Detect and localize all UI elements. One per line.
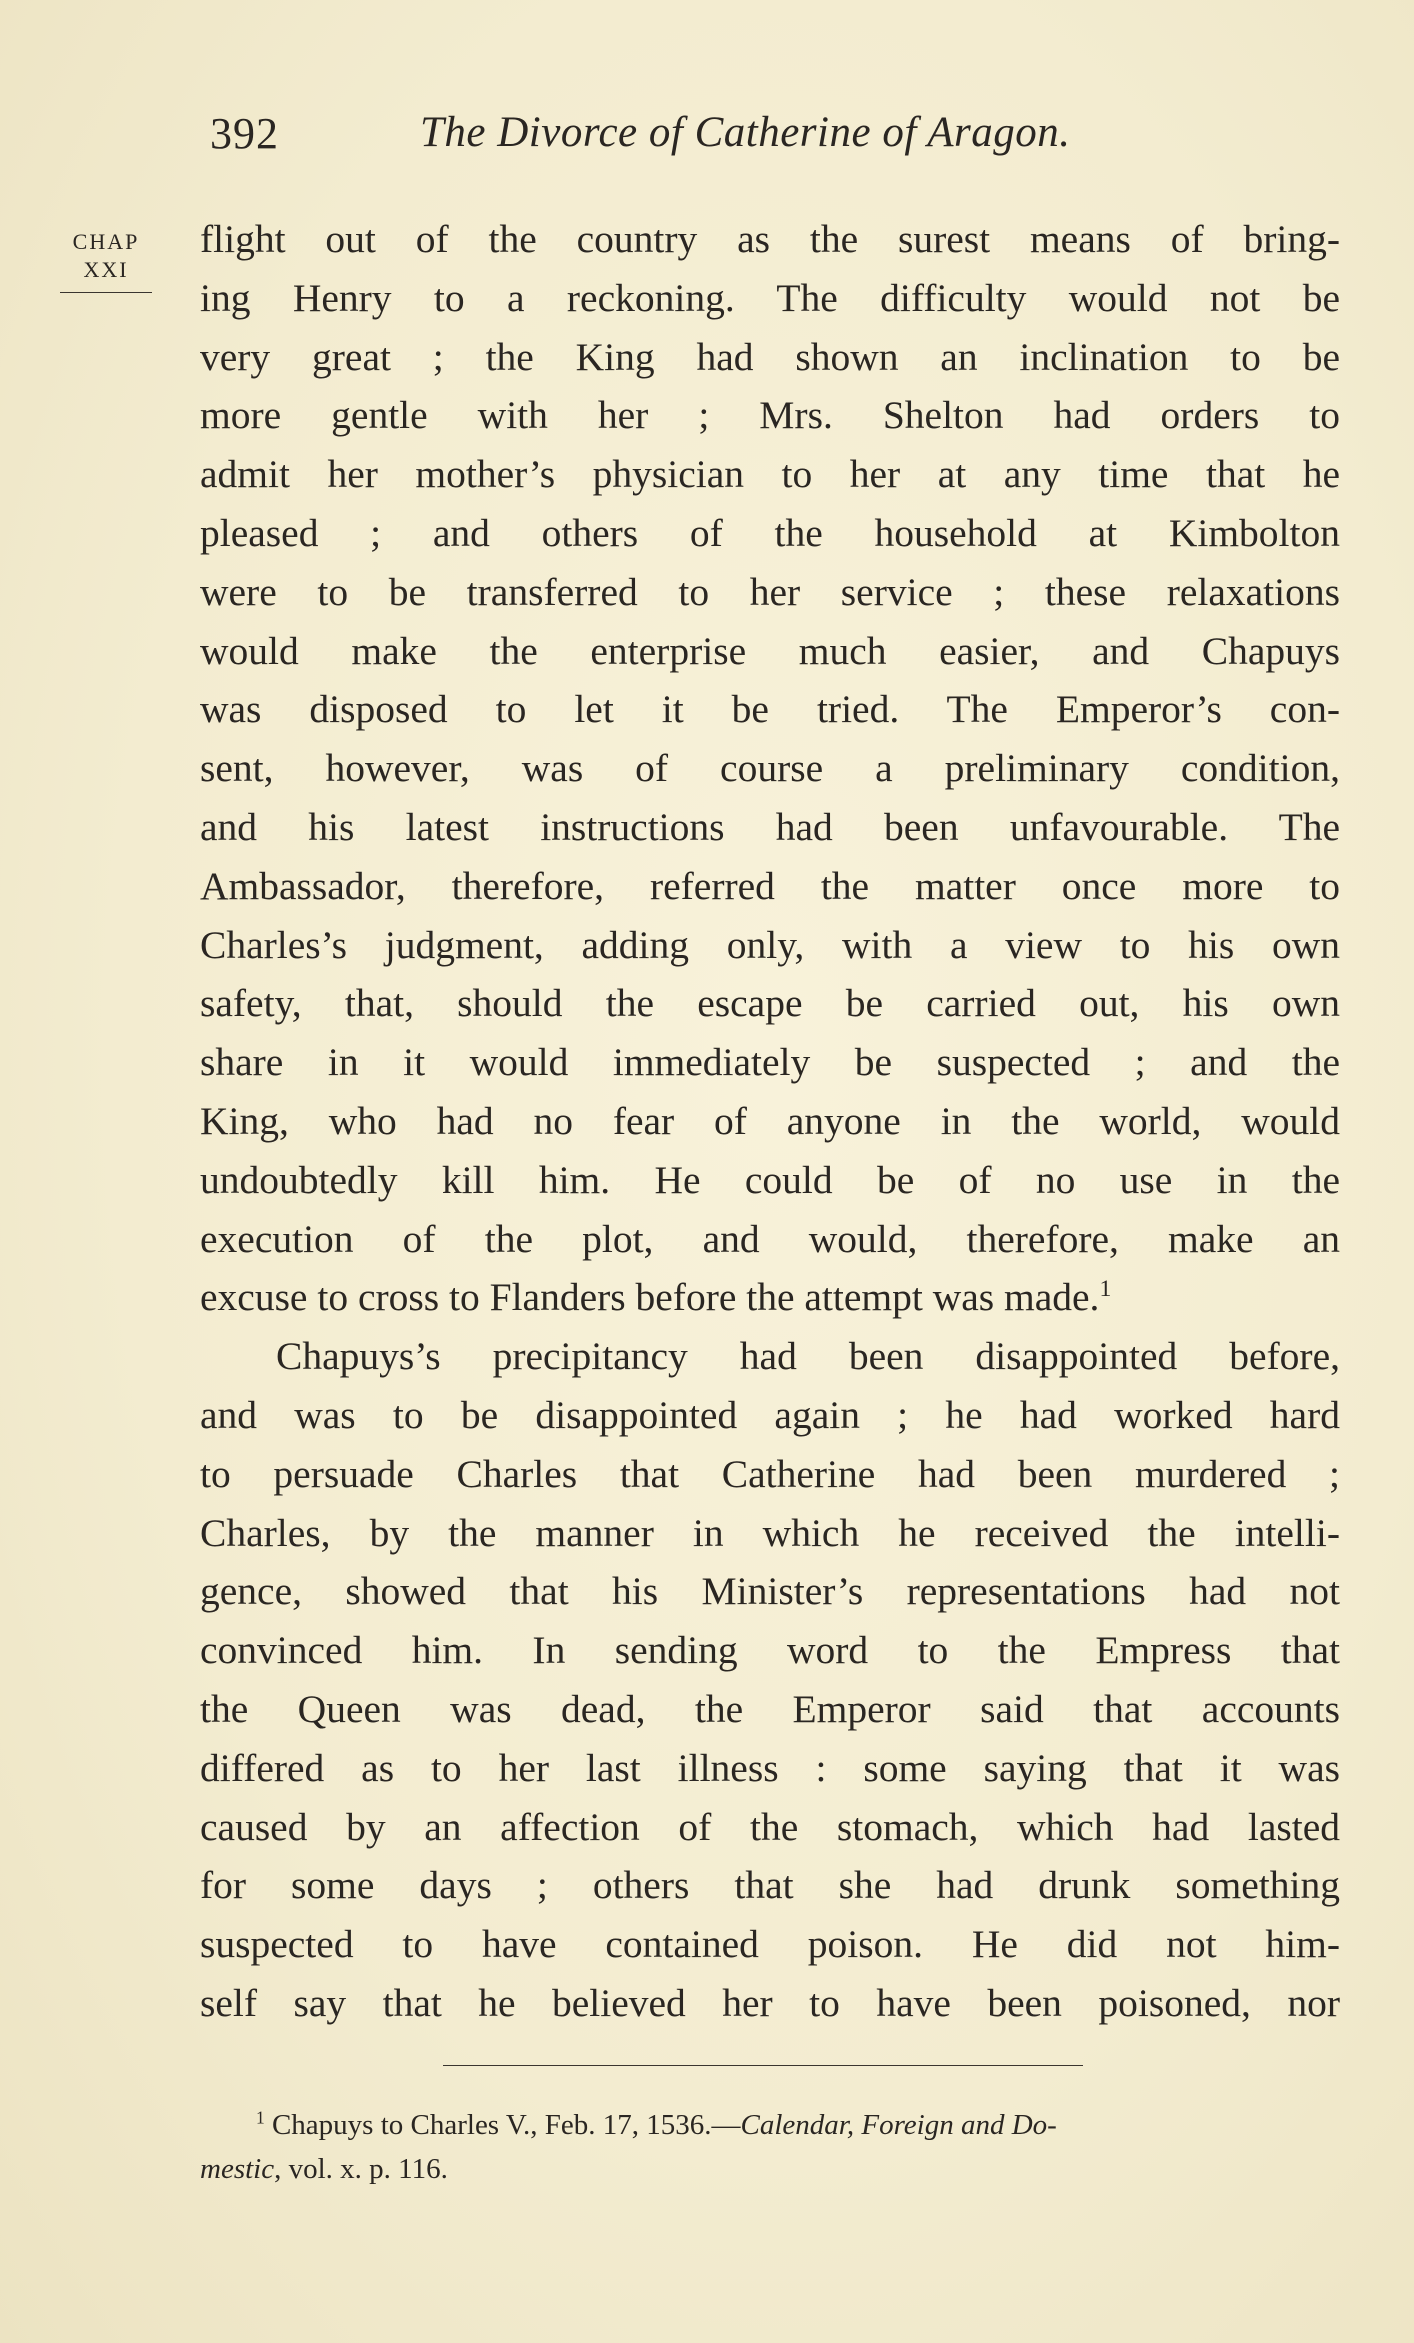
text-line: to persuade Charles that Catherine had been murdered ;	[200, 1451, 1340, 1496]
text-line: and was to be disappointed again ; he had worked hard	[200, 1392, 1340, 1437]
text-line: would make the enterprise much easier, and Chapuys	[200, 628, 1340, 673]
text-line-content: excuse to cross to Flanders before the attempt was made.	[200, 1275, 1100, 1320]
footnote-divider	[443, 2065, 1083, 2066]
footnote-reference[interactable]: 1	[1099, 1276, 1112, 1303]
text-line: flight out of the country as the surest means of bring-	[200, 217, 1340, 261]
text-line	[200, 1268, 1340, 1327]
running-header	[210, 108, 1170, 168]
text-line: admit her mother’s physician to her at any time that he	[200, 452, 1340, 497]
text-line: and his latest instructions had been unfavourable. The	[200, 804, 1340, 849]
footnote-source-title-cont: mestic	[200, 2153, 275, 2185]
footnote-text: Chapuys to Charles V., Feb. 17, 1536.—	[271, 2109, 741, 2141]
text-line: sent, however, was of course a preliminary condition,	[200, 746, 1340, 791]
chapter-marker	[56, 228, 156, 293]
footnote-source-title: Calendar, Foreign and Do-	[740, 2109, 1057, 2141]
text-line: were to be transferred to her service ; these relaxations	[200, 569, 1340, 614]
text-line: suspected to have contained poison. He did not him-	[200, 1922, 1340, 1967]
text-line: differed as to her last illness : some saying that it was	[200, 1745, 1340, 1790]
text-line: pleased ; and others of the household at Kimbolton	[200, 510, 1340, 555]
text-line: safety, that, should the escape be carried out, his own	[200, 981, 1340, 1026]
text-line: for some days ; others that she had drunk something	[200, 1863, 1340, 1908]
text-line: convinced him. In sending word to the Empress that	[200, 1628, 1340, 1673]
running-title: The Divorce of Catherine of Aragon.	[420, 109, 1071, 156]
text-line: caused by an affection of the stomach, which had lasted	[200, 1804, 1340, 1849]
text-line: more gentle with her ; Mrs. Shelton had orders to	[200, 393, 1340, 438]
text-line: King, who had no fear of anyone in the world, would	[200, 1098, 1340, 1143]
page-number: 392	[210, 109, 279, 158]
text-line: execution of the plot, and would, therefore, make an	[200, 1216, 1340, 1261]
footnote-citation: , vol. x. p. 116.	[274, 2153, 448, 2185]
text-line: self say that he believed her to have been poisoned, nor	[200, 1980, 1340, 2025]
text-line: Chapuys’s precipitancy had been disappointed before,	[276, 1334, 1340, 1379]
footnote-line	[200, 2147, 1340, 2191]
text-line: share in it would immediately be suspected ; and the	[200, 1040, 1340, 1085]
text-line: was disposed to let it be tried. The Emperor’s con-	[200, 687, 1340, 732]
body-text	[200, 210, 1340, 2033]
text-line: Charles, by the manner in which he received the intelli-	[200, 1510, 1340, 1555]
footnote-line	[200, 2103, 1340, 2147]
chapter-number: XXI	[83, 257, 129, 282]
footnote	[200, 2103, 1340, 2191]
text-line: very great ; the King had shown an inclination to be	[200, 334, 1340, 379]
text-line: Ambassador, therefore, referred the matter once more to	[200, 863, 1340, 908]
footnote-marker: 1	[256, 2107, 265, 2128]
text-line: the Queen was dead, the Emperor said that accounts	[200, 1686, 1340, 1731]
text-line: ing Henry to a reckoning. The difficulty would not be	[200, 275, 1340, 320]
chapter-rule	[60, 292, 152, 293]
text-line: undoubtedly kill him. He could be of no use in the	[200, 1157, 1340, 1202]
chapter-label: CHAP	[72, 229, 140, 254]
text-line: gence, showed that his Minister’s representations had not	[200, 1569, 1340, 1614]
text-line: Charles’s judgment, adding only, with a view to his own	[200, 922, 1340, 967]
